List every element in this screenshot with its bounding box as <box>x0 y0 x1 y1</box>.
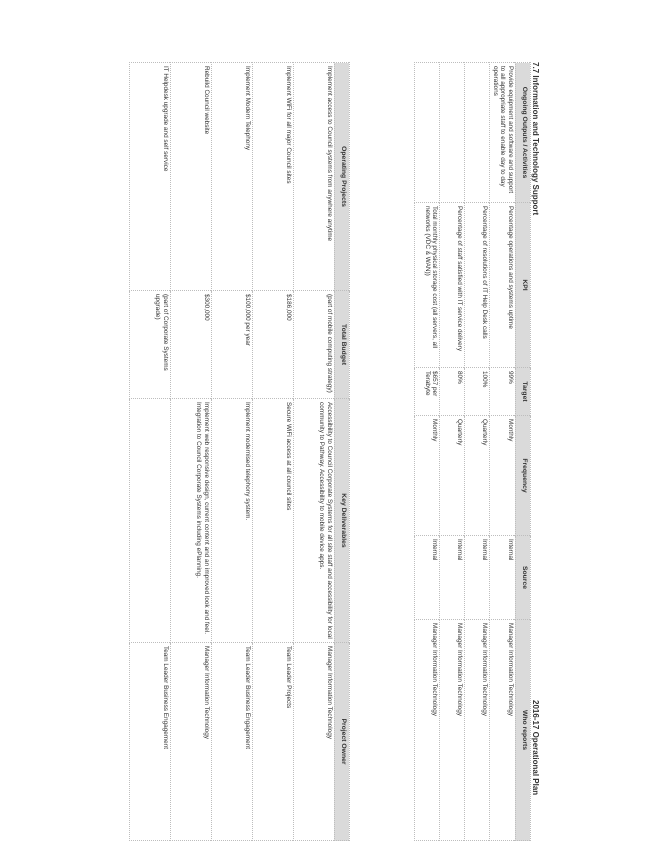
table-row <box>171 63 212 841</box>
target-cell: 80% <box>440 368 465 416</box>
deliverables-cell: Accessibility to Council Corporate Systems for all site staff and accessibility for local community to Pathway. Accessibility to mobile device apps. <box>294 399 335 643</box>
target-cell: 99% <box>490 368 516 416</box>
activity-cell <box>465 63 490 203</box>
plan-title: 2016-17 Operational Plan <box>531 700 540 796</box>
kpi-cell: Total monthly physical storage cost (all servers, all networks (VDC & WAN)) <box>415 203 440 368</box>
table-row <box>465 63 490 841</box>
project-cell: Implement access to Council systems from anywhere anytime <box>294 63 335 291</box>
owner-cell: Team Leader Business Engagement <box>130 643 171 841</box>
table-row <box>294 63 335 841</box>
budget-cell: (part of mobile computing strategy) <box>294 291 335 399</box>
col-header-who-reports: Who reports <box>516 620 531 841</box>
section-title: 7.7 Information and Technology Support <box>531 62 540 216</box>
source-cell: Internal <box>465 536 490 620</box>
target-cell: 100% <box>465 368 490 416</box>
who-reports-cell: Manager Information Technology <box>490 620 516 841</box>
who-reports-cell: Manager Information Technology <box>440 620 465 841</box>
budget-cell: (part of Corporate Systems upgrade) <box>130 291 171 399</box>
col-header-activities: Ongoing Outputs / Activities <box>516 63 531 203</box>
frequency-cell: Monthly <box>490 416 516 536</box>
source-cell: Internal <box>490 536 516 620</box>
col-header-target: Target <box>516 368 531 416</box>
col-header-key-deliverables: Key Deliverables <box>335 399 350 643</box>
deliverables-cell: Implement web responsive design, current content and an improved look and feel. Integration to Council Corporate Systems including ePlanning. <box>171 399 212 643</box>
project-cell: Rebuild Council website <box>171 63 212 291</box>
table-row <box>212 63 253 841</box>
outputs-kpi-table <box>414 62 531 841</box>
col-header-frequency: Frequency <box>516 416 531 536</box>
table-row <box>440 63 465 841</box>
who-reports-cell: Manager Information Technology <box>415 620 440 841</box>
frequency-cell: Monthly <box>415 416 440 536</box>
activity-cell <box>440 63 465 203</box>
table-row <box>253 63 294 841</box>
budget-cell: $186,000 <box>253 291 294 399</box>
col-header-source: Source <box>516 536 531 620</box>
operating-projects-table <box>129 62 350 841</box>
frequency-cell: Quarterly <box>440 416 465 536</box>
project-cell: Implement Modern Telephony <box>212 63 253 291</box>
kpi-cell: Percentage operations and systems uptime <box>490 203 516 368</box>
budget-cell: $100,000 per year <box>212 291 253 399</box>
project-cell: Implement WiFi for all major Council sites <box>253 63 294 291</box>
source-cell: Internal <box>440 536 465 620</box>
table-row <box>130 63 171 841</box>
kpi-cell: Percentage of resolutions of IT Help Desk calls <box>465 203 490 368</box>
frequency-cell: Quarterly <box>465 416 490 536</box>
col-header-project-owner: Project Owner <box>335 643 350 841</box>
deliverables-cell: Secure WiFi access at all council sites <box>253 399 294 643</box>
activity-cell <box>415 63 440 203</box>
owner-cell: Team Leader Projects <box>253 643 294 841</box>
kpi-cell: Percentage of staff satisfied with IT service delivery <box>440 203 465 368</box>
target-cell: $657 per Terabyte <box>415 368 440 416</box>
owner-cell: Manager Information Technology <box>171 643 212 841</box>
activity-cell: Provide equipment and software and support to all appropriate staff to enable day to day operations <box>490 63 516 203</box>
source-cell: Internal <box>415 536 440 620</box>
project-cell: IT Helpdesk upgrade and self service <box>130 63 171 291</box>
col-header-total-budget: Total Budget <box>335 291 350 399</box>
table-row <box>415 63 440 841</box>
deliverables-cell: Implement modernised telephony system. <box>212 399 253 643</box>
table-row <box>490 63 516 841</box>
col-header-operating-projects: Operating Projects <box>335 63 350 291</box>
deliverables-cell <box>130 399 171 643</box>
owner-cell: Manager Information Technology <box>294 643 335 841</box>
who-reports-cell: Manager Information Technology <box>465 620 490 841</box>
owner-cell: Team Leader Business Engagement <box>212 643 253 841</box>
col-header-kpi: KPI <box>516 203 531 368</box>
budget-cell: $300,000 <box>171 291 212 399</box>
